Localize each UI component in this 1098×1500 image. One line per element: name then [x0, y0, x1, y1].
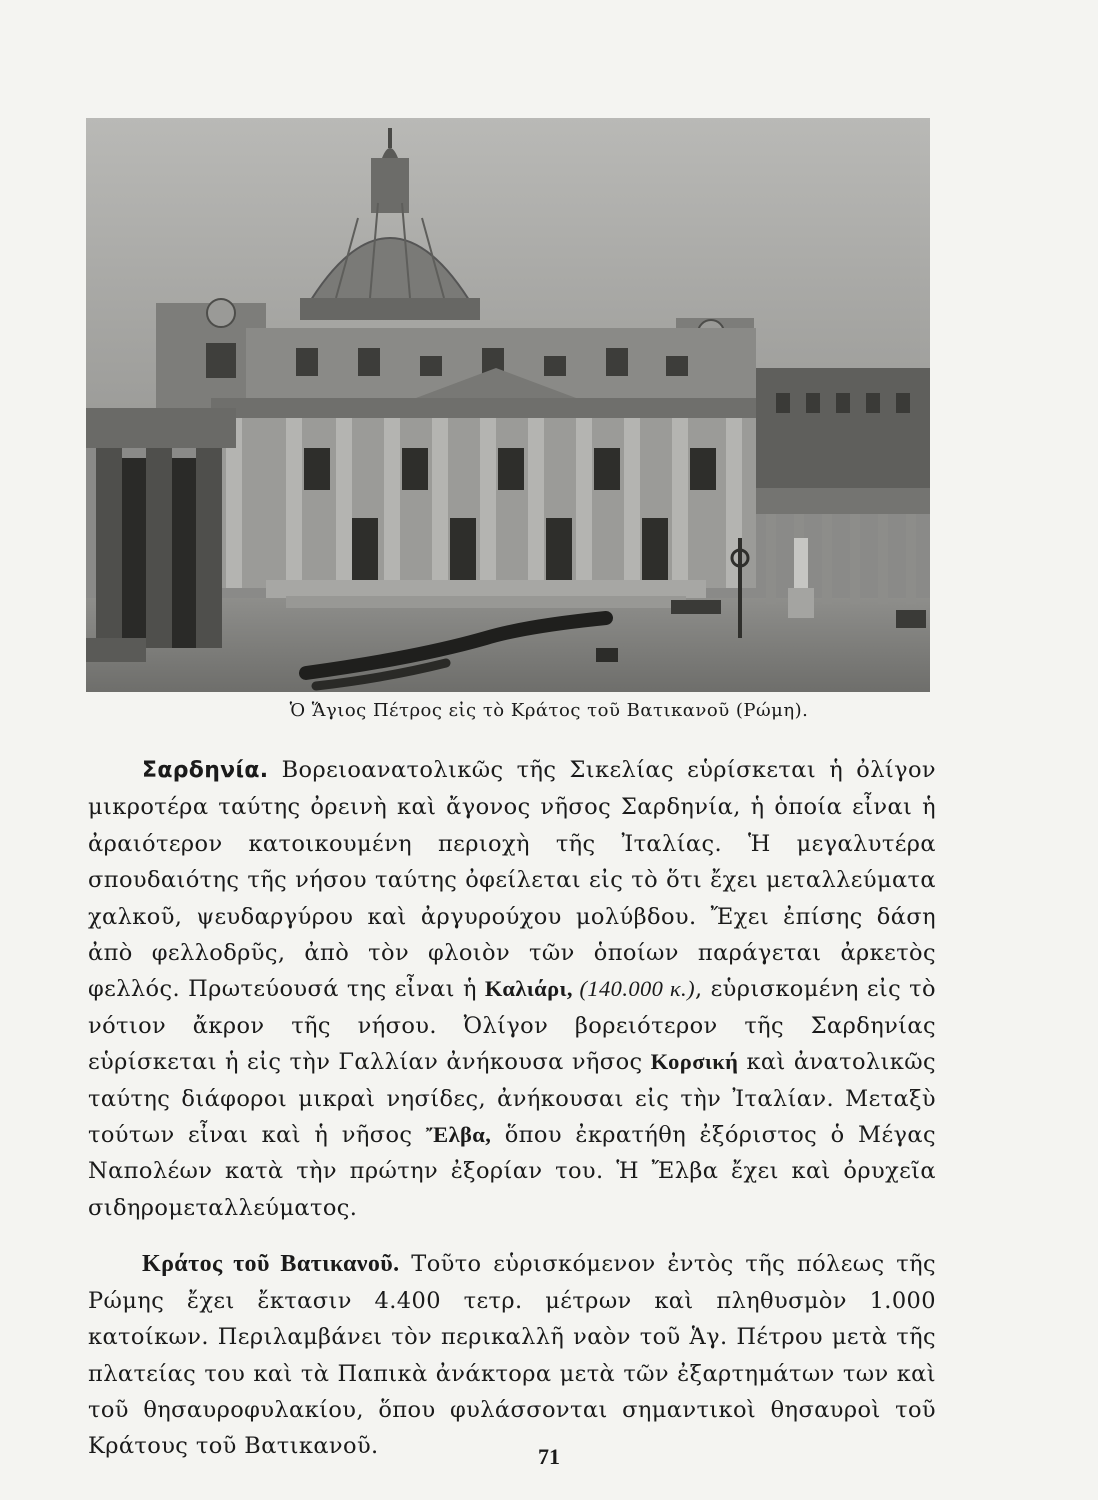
basilica-photo-icon [86, 118, 930, 692]
section-heading-sardinia: Σαρδηνία. [142, 758, 269, 783]
page-number: 71 [538, 1444, 560, 1469]
island-name-elba: Ἔλβα, [425, 1122, 492, 1148]
paragraph-text: ὅπου ἐκρατήθη ἐξόριστος ὁ Μέγας Ναπολέων κατὰ τὴν πρώτην ἐξορίαν του. Ἡ Ἔλβα ἔχει καὶ ὀρυχεῖα σιδηρομεταλλεύματος. [88, 1122, 936, 1221]
basilica-photo [86, 118, 930, 692]
body-text [88, 752, 936, 1465]
paragraph-vatican [88, 1246, 936, 1464]
section-heading-vatican: Κράτος τοῦ Βατικανοῦ. [142, 1251, 400, 1278]
capital-name: Καλιάρι, [484, 976, 573, 1002]
capital-population: (140.000 κ.) [572, 976, 695, 1002]
island-name-corsica: Κορσική [650, 1049, 739, 1075]
photo-caption: Ὁ Ἅγιος Πέτρος εἰς τὸ Κράτος τοῦ Βατικανοῦ (Ρώμη). [289, 700, 809, 721]
paragraph-sardinia [88, 752, 936, 1226]
paragraph-text: Βορειοανατολικῶς τῆς Σικελίας εὑρίσκεται ἡ ὀλίγον μικροτέρα ταύτης ὀρεινὴ καὶ ἄγονος νῆσος Σαρδηνία, ἡ ὁποία εἶναι ἡ ἀραιότερον κατοικουμένη περιοχὴ τῆς Ἰταλίας. Ἡ μεγαλυτέρα σπουδαιότης τῆς νήσου ταύτης ὀφείλεται εἰς τὸ ὅτι ἔχει μεταλλεύματα χαλκοῦ, ψευδαργύρου καὶ ἀργυρούχου μολύβδου. Ἔχει ἐπίσης δάση ἀπὸ φελλοδρῦς, ἀπὸ τὸν φλοιὸν τῶν ὁποίων παράγεται ἀρκετὸς φελλός. Πρωτεύουσά της εἶναι ἡ [88, 757, 936, 1003]
paragraph-text: καὶ ἀνατολικῶς ταύτης διάφοροι μικραὶ νησίδες, ἀνήκουσαι εἰς τὴν Ἰταλίαν. Μεταξὺ τούτων εἶναι καὶ ἡ νῆσος [88, 1049, 936, 1149]
paragraph-text: Τοῦτο εὑρισκόμενον ἐντὸς τῆς πόλεως τῆς Ρώμης ἔχει ἔκτασιν 4.400 τετρ. μέτρων καὶ πληθυσμὸν 1.000 κατοίκων. Περιλαμβάνει τὸν περικαλλῆ ναὸν τοῦ Ἁγ. Πέτρου μετὰ τῆς πλατείας του καὶ τὰ Παπικὰ ἀνάκτορα μετὰ τῶν ἐξαρτημάτων των καὶ τοῦ θησαυροφυλακίου, ὅπου φυλάσσονται σημαντικοὶ θησαυροὶ τοῦ Κράτους τοῦ Βατικανοῦ. [88, 1251, 936, 1460]
paragraph-text: , εὑρισκομένη εἰς τὸ νότιον ἄκρον τῆς νήσου. Ὀλίγον βορειότερον τῆς Σαρδηνίας εὑρίσκεται ἡ εἰς τὴν Γαλλίαν ἀνήκουσα νῆσος [88, 976, 936, 1076]
